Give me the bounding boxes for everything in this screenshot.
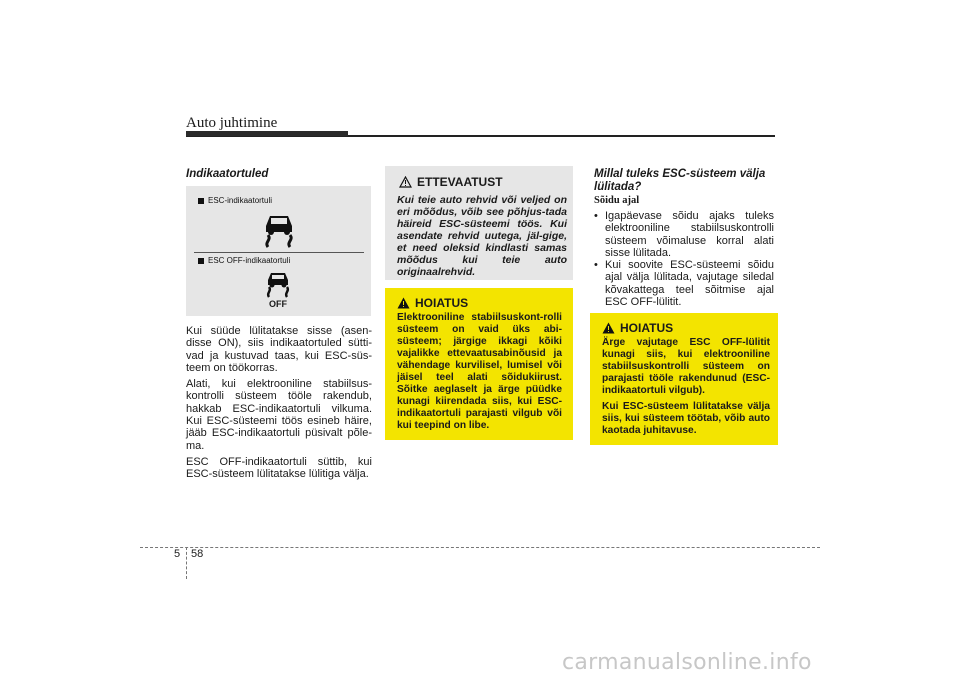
esc-indicator-caption: ESC-indikaatortuli <box>198 196 272 205</box>
off-label: OFF <box>269 299 287 309</box>
warning-triangle-icon <box>397 297 410 309</box>
paragraph: Alati, kui elektrooniline stabiilsus-kontrolli süsteem tööle rakendub, hakkab ESC-indikaatortuli vilkuma. Kui ESC-süsteemi töös esineb häire, jääb ESC-indikaatortuli püsivalt põle-ma. <box>186 378 372 452</box>
warning-text: Elektrooniline stabiilsuskont-rolli süsteem on vaid üks abi-süsteem; järgige ikkagi kõiki vajalikke ettevaatusabinõusid ja vähendage kurvilisel, lumisel või jäisel teel alati sõidukiirust. Sõitke aeglaselt ja ärge püüdke kunagi kiirendada siis, kui ESC-indikaatortuli parajasti vilgub või kui teepind on libe. <box>397 312 562 431</box>
list-item: • Igapäevase sõidu ajaks tuleks elektrooniline stabiilsuskontrolli süsteem võimaluse korral alati sisse lülitada. <box>594 210 774 259</box>
paragraph: Kui ESC-süsteem lülitatakse välja siis, kui süsteem töötab, võib auto kaotada juhitavuse. <box>602 401 770 436</box>
esc-indicator-icon <box>258 208 300 248</box>
warning-box-right <box>590 313 778 445</box>
esc-off-list <box>594 210 774 308</box>
esc-off-heading: Millal tuleks ESC-süsteem välja lülitada? <box>594 168 766 193</box>
page-number: 58 <box>191 548 204 560</box>
esc-off-indicator-caption: ESC OFF-indikaatortuli <box>198 256 290 265</box>
divider <box>194 252 364 253</box>
driving-subheading: Sõidu ajal <box>594 195 640 206</box>
warning-title: HOIATUS <box>602 321 673 335</box>
paragraph: Kui süüde lülitatakse sisse (asen-disse ON), siis indikaatortuled sütti-vad ja kustuvad taas, kui ESC-süs-teem on töökorras. <box>186 325 372 374</box>
indicators-heading: Indikaatortuled <box>186 168 269 180</box>
indicator-illustration <box>186 186 371 316</box>
list-item: • Kui soovite ESC-süsteemi sõidu ajal välja lülitada, vajutage siledal kõvakattega teel sõitmise ajal ESC OFF-lülitit. <box>594 259 774 308</box>
caution-box <box>385 166 573 280</box>
section-number: 5 <box>174 548 181 560</box>
bullet-square-icon <box>198 258 204 264</box>
esc-off-indicator-icon <box>262 268 296 298</box>
caution-text: Kui teie auto rehvid või veljed on eri mõõdus, võib see põhjus-tada häireid ESC-süsteemi töös. Kui asendate rehvid uutega, jäl-gige, et need oleksid kindlasti samas mõõdus kui teie auto originaalrehvid. <box>397 194 567 278</box>
paragraph: ESC OFF-indikaatortuli süttib, kui ESC-süsteem lülitatakse lülitiga välja. <box>186 455 372 481</box>
warning-text <box>602 337 770 441</box>
watermark: carmanualsonline.info <box>562 650 812 675</box>
header-rule-accent <box>186 131 348 136</box>
bullet-square-icon <box>198 198 204 204</box>
paragraph: Ärge vajutage ESC OFF-lülitit kunagi siis, kui elektrooniline stabiilsuskontrolli süsteem on parajasti tööle rakendunud (ESC-indikaatortuli vilgub). <box>602 337 770 396</box>
section-title: Auto juhtimine <box>186 115 278 131</box>
warning-box <box>385 288 573 440</box>
footer-divider <box>186 547 187 579</box>
warning-title: HOIATUS <box>397 296 468 310</box>
caution-title: ETTEVAATUST <box>399 175 503 189</box>
warning-triangle-icon <box>399 176 412 188</box>
footer-rule <box>140 547 820 548</box>
indicators-body <box>186 325 372 485</box>
warning-triangle-icon <box>602 322 615 334</box>
